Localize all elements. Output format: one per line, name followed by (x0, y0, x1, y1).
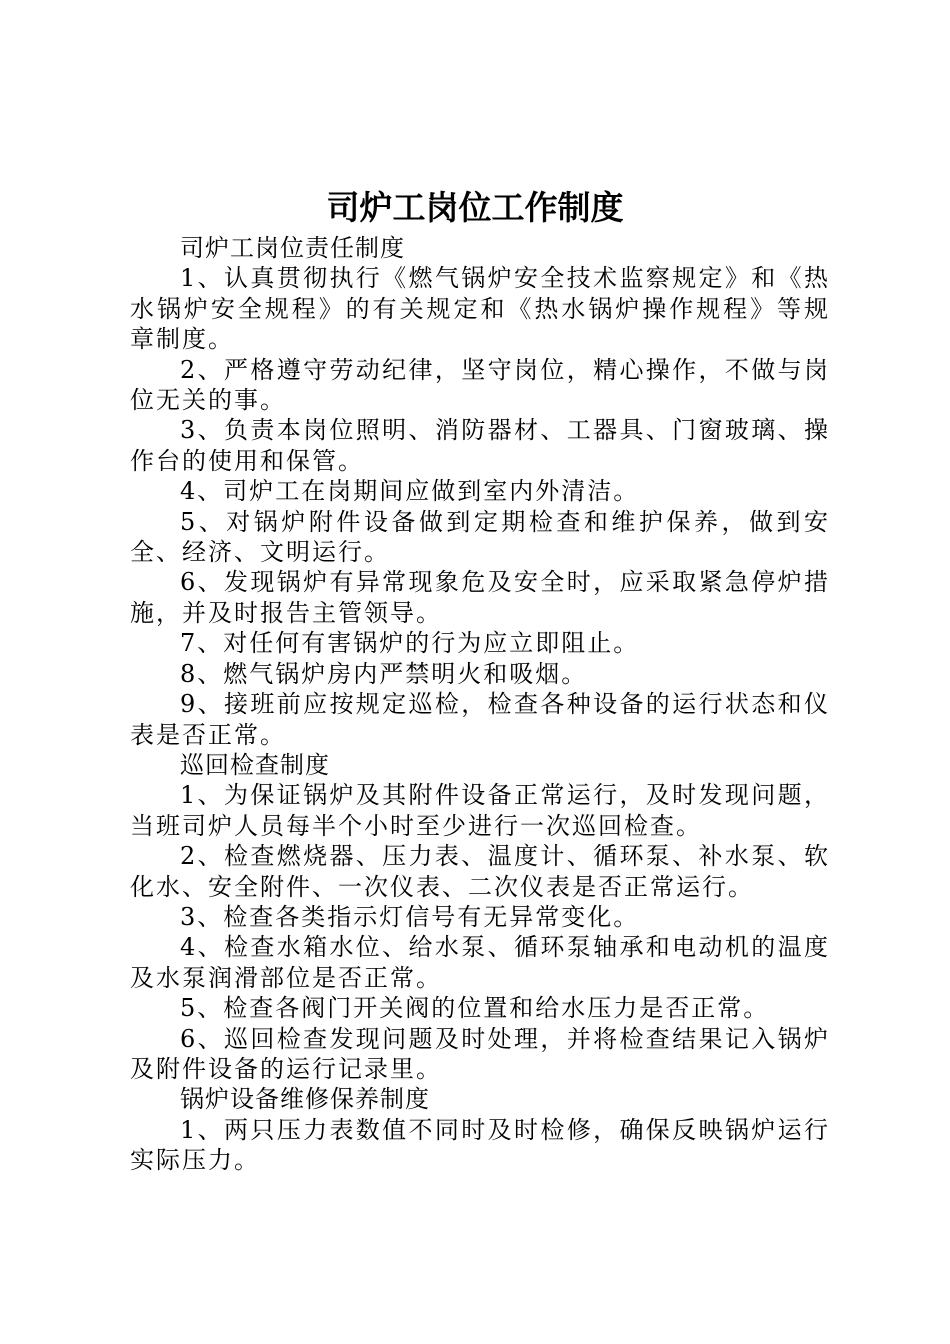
paragraph: 5、对锅炉附件设备做到定期检查和维护保养，做到安全、经济、文明运行。 (130, 507, 830, 567)
paragraph: 6、发现锅炉有异常现象危及安全时，应采取紧急停炉措施，并及时报告主管领导。 (130, 568, 830, 627)
paragraph: 5、检查各阀门开关阀的位置和给水压力是否正常。 (180, 994, 770, 1023)
document-body (130, 233, 830, 1176)
paragraph: 3、负责本岗位照明、消防器材、工器具、门窗玻璃、操作台的使用和保管。 (130, 416, 830, 475)
section-heading: 司炉工岗位责任制度 (180, 234, 405, 262)
paragraph: 9、接班前应按规定巡检，检查各种设备的运行状态和仪表是否正常。 (130, 690, 830, 749)
paragraph: 4、检查水箱水位、给水泵、循环泵轴承和电动机的温度及水泵润滑部位是否正常。 (130, 933, 830, 992)
document-title: 司炉工岗位工作制度 (326, 188, 624, 227)
paragraph: 4、司炉工在岗期间应做到室内外清洁。 (180, 477, 640, 506)
paragraph: 6、巡回检查发现问题及时处理，并将检查结果记入锅炉及附件设备的运行记录里。 (130, 1024, 830, 1083)
section-heading: 巡回检查制度 (180, 750, 330, 779)
paragraph: 1、认真贯彻执行《燃气锅炉安全技术监察规定》和《热水锅炉安全规程》的有关规定和《热水锅炉操作规程》等规章制度。 (130, 264, 830, 354)
paragraph: 3、检查各类指示灯信号有无异常变化。 (180, 902, 640, 931)
paragraph: 1、两只压力表数值不同时及时检修，确保反映锅炉运行实际压力。 (130, 1115, 830, 1175)
paragraph: 2、严格遵守劳动纪律，坚守岗位，精心操作，不做与岗位无关的事。 (130, 355, 830, 415)
paragraph: 8、燃气锅炉房内严禁明火和吸烟。 (180, 659, 588, 688)
paragraph: 1、为保证锅炉及其附件设备正常运行，及时发现问题，当班司炉人员每半个小时至少进行一次巡回检查。 (130, 781, 830, 840)
paragraph: 7、对任何有害锅炉的行为应立即阻止。 (180, 629, 640, 658)
paragraph: 2、检查燃烧器、压力表、温度计、循环泵、补水泵、软化水、安全附件、一次仪表、二次仪表是否正常运行。 (130, 842, 830, 901)
section-heading: 锅炉设备维修保养制度 (180, 1085, 430, 1114)
